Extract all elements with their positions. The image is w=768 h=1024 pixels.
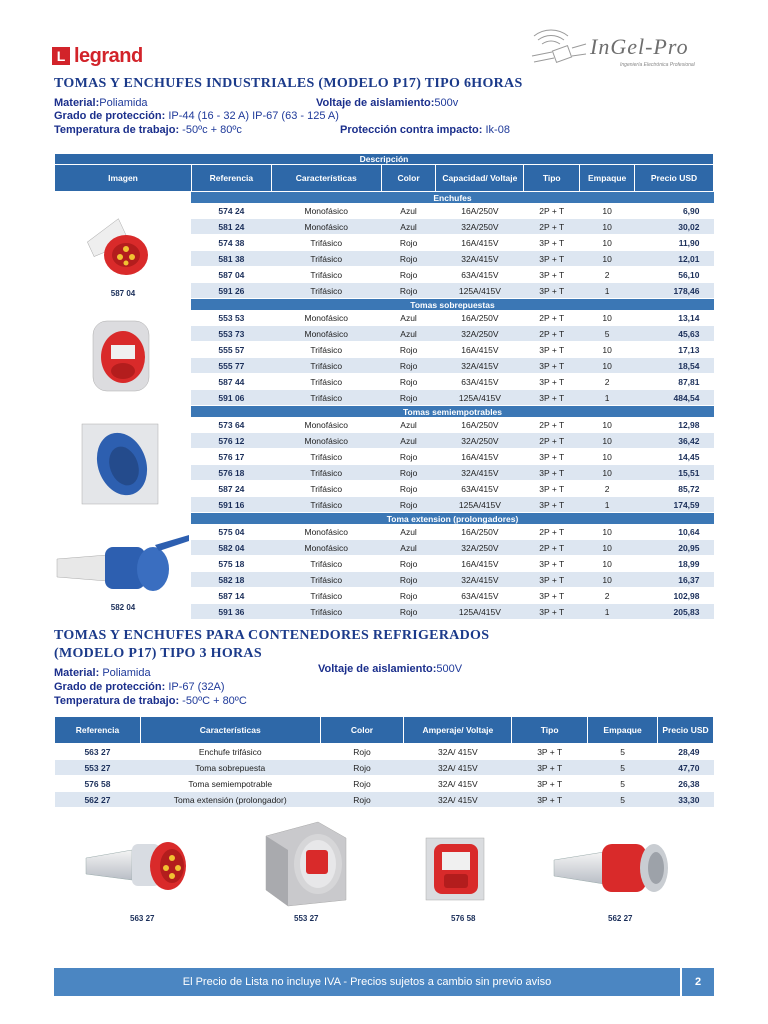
footer-note: El Precio de Lista no incluye IVA - Precios sujetos a cambio sin previo aviso [182, 976, 552, 988]
reference-cell: 576 17 [191, 449, 271, 465]
image-cell-spacer [55, 299, 192, 311]
type-cell: 3P + T [524, 449, 580, 465]
amperage-cell: 32A/ 415V [404, 744, 512, 760]
panel-socket-576-58-image [420, 830, 500, 906]
capacity-cell: 16A/415V [436, 235, 524, 251]
characteristics-cell: Trifásico [271, 267, 381, 283]
type-cell: 3P + T [524, 497, 580, 513]
package-cell: 1 [580, 604, 635, 620]
characteristics-cell: Trifásico [271, 235, 381, 251]
descripcion-header: Descripción [55, 154, 714, 165]
characteristics-cell: Trifásico [271, 251, 381, 267]
reference-cell: 591 06 [191, 390, 271, 406]
column-header: Características [271, 165, 381, 192]
image-cell-spacer [55, 513, 192, 525]
color-cell: Rojo [381, 588, 436, 604]
temperatura-spec-2: Temperatura de trabajo: -50ºC + 80ºC [54, 695, 247, 707]
color-cell: Rojo [381, 556, 436, 572]
ingel-pro-tagline: Ingeniería Electrónica Profesional [620, 62, 695, 68]
package-cell: 5 [588, 760, 658, 776]
characteristics-cell: Trifásico [271, 588, 381, 604]
reference-cell: 587 14 [191, 588, 271, 604]
characteristics-cell: Trifásico [271, 390, 381, 406]
price-cell: 85,72 [635, 481, 714, 497]
capacity-cell: 16A/250V [436, 203, 524, 219]
capacity-cell: 32A/415V [436, 358, 524, 374]
type-cell: 3P + T [512, 760, 588, 776]
characteristics-cell: Trifásico [271, 342, 381, 358]
product-photo [55, 203, 192, 289]
reference-cell: 587 04 [191, 267, 271, 283]
capacity-cell: 16A/415V [436, 342, 524, 358]
price-cell: 33,30 [658, 792, 714, 808]
reference-cell: 576 18 [191, 465, 271, 481]
characteristics-cell: Toma extensión (prolongador) [140, 792, 320, 808]
package-cell: 10 [580, 203, 635, 219]
type-cell: 2P + T [524, 326, 580, 342]
column-header: Empaque [580, 165, 635, 192]
package-cell: 1 [580, 390, 635, 406]
product-image-cell [55, 310, 192, 406]
material-spec: Material:Poliamida [54, 97, 148, 109]
color-cell: Azul [381, 203, 436, 219]
legrand-mark-icon: L [52, 47, 70, 65]
price-cell: 484,54 [635, 390, 714, 406]
color-cell: Azul [381, 417, 436, 433]
package-cell: 10 [580, 556, 635, 572]
reference-cell: 555 77 [191, 358, 271, 374]
image-cell-spacer [55, 406, 192, 418]
capacity-cell: 32A/250V [436, 540, 524, 556]
color-cell: Rojo [381, 390, 436, 406]
price-cell: 6,90 [635, 203, 714, 219]
caption-553-27: 553 27 [294, 914, 319, 923]
color-cell: Rojo [381, 481, 436, 497]
capacity-cell: 32A/415V [436, 572, 524, 588]
price-cell: 15,51 [635, 465, 714, 481]
color-cell: Rojo [320, 744, 404, 760]
group-title: Toma extension (prolongadores) [191, 513, 713, 525]
capacity-cell: 63A/415V [436, 588, 524, 604]
capacity-cell: 125A/415V [436, 283, 524, 299]
type-cell: 3P + T [512, 744, 588, 760]
package-cell: 5 [588, 776, 658, 792]
color-cell: Rojo [381, 267, 436, 283]
price-cell: 20,95 [635, 540, 714, 556]
characteristics-cell: Trifásico [271, 481, 381, 497]
type-cell: 3P + T [524, 283, 580, 299]
package-cell: 10 [580, 235, 635, 251]
type-cell: 2P + T [524, 417, 580, 433]
characteristics-cell: Monofásico [271, 433, 381, 449]
type-cell: 2P + T [524, 310, 580, 326]
characteristics-cell: Monofásico [271, 540, 381, 556]
type-cell: 3P + T [524, 267, 580, 283]
section2-title-line1: TOMAS Y ENCHUFES PARA CONTENEDORES REFRIGERADOS [54, 628, 490, 643]
reference-cell: 587 44 [191, 374, 271, 390]
reference-cell: 555 57 [191, 342, 271, 358]
type-cell: 3P + T [524, 588, 580, 604]
product-photo [55, 418, 192, 512]
section1-title: TOMAS Y ENCHUFES INDUSTRIALES (MODELO P17) TIPO 6HORAS [54, 76, 523, 91]
characteristics-cell: Trifásico [271, 358, 381, 374]
characteristics-cell: Monofásico [271, 203, 381, 219]
capacity-cell: 125A/415V [436, 604, 524, 620]
voltaje-spec: Voltaje de aislamiento:500v [316, 97, 459, 109]
price-cell: 30,02 [635, 219, 714, 235]
color-cell: Rojo [381, 374, 436, 390]
capacity-cell: 16A/250V [436, 310, 524, 326]
price-cell: 18,99 [635, 556, 714, 572]
color-cell: Rojo [381, 604, 436, 620]
column-header: Precio USD [635, 165, 714, 192]
characteristics-cell: Toma semiempotrable [140, 776, 320, 792]
type-cell: 3P + T [524, 235, 580, 251]
product-image-cell [55, 417, 192, 513]
table-row [55, 524, 714, 540]
grado-spec: Grado de protección: IP-44 (16 - 32 A) IP-67 (63 - 125 A) [54, 110, 339, 122]
price-cell: 12,01 [635, 251, 714, 267]
characteristics-cell: Trifásico [271, 283, 381, 299]
type-cell: 3P + T [512, 792, 588, 808]
reference-cell: 587 24 [191, 481, 271, 497]
price-cell: 11,90 [635, 235, 714, 251]
column-header: Color [320, 717, 404, 744]
package-cell: 10 [580, 251, 635, 267]
capacity-cell: 63A/415V [436, 481, 524, 497]
package-cell: 10 [580, 524, 635, 540]
color-cell: Rojo [320, 792, 404, 808]
section2-title-line2: (MODELO P17) TIPO 3 HORAS [54, 646, 262, 661]
characteristics-cell: Monofásico [271, 310, 381, 326]
reference-cell: 562 27 [55, 792, 141, 808]
package-cell: 5 [580, 326, 635, 342]
color-cell: Rojo [320, 776, 404, 792]
product-image-caption: 582 04 [110, 603, 136, 612]
type-cell: 3P + T [524, 604, 580, 620]
extension-562-27-image [550, 826, 674, 906]
characteristics-cell: Monofásico [271, 326, 381, 342]
capacity-cell: 16A/250V [436, 524, 524, 540]
table-row [55, 203, 714, 219]
price-cell: 87,81 [635, 374, 714, 390]
table-row [55, 417, 714, 433]
price-cell: 45,63 [635, 326, 714, 342]
color-cell: Azul [381, 433, 436, 449]
product-photo [55, 531, 192, 603]
characteristics-cell: Monofásico [271, 417, 381, 433]
table-row [55, 792, 714, 808]
package-cell: 1 [580, 497, 635, 513]
reference-cell: 581 24 [191, 219, 271, 235]
impacto-spec: Protección contra impacto: Ik-08 [340, 124, 510, 136]
type-cell: 3P + T [524, 481, 580, 497]
group-title: Tomas sobrepuestas [191, 299, 713, 311]
price-cell: 102,98 [635, 588, 714, 604]
group-header-row [55, 192, 714, 204]
type-cell: 3P + T [524, 342, 580, 358]
ingel-pro-wordmark: InGel-Pro [590, 34, 689, 59]
package-cell: 5 [588, 744, 658, 760]
type-cell: 3P + T [524, 374, 580, 390]
package-cell: 5 [588, 792, 658, 808]
column-header: Tipo [524, 165, 580, 192]
color-cell: Azul [381, 524, 436, 540]
price-cell: 17,13 [635, 342, 714, 358]
capacity-cell: 125A/415V [436, 390, 524, 406]
material-spec-2: Material: Poliamida [54, 667, 151, 679]
group-title: Tomas semiempotrables [191, 406, 713, 418]
product-image-caption: 587 04 [110, 289, 136, 298]
column-header: Tipo [512, 717, 588, 744]
package-cell: 10 [580, 449, 635, 465]
capacity-cell: 16A/250V [436, 417, 524, 433]
type-cell: 2P + T [524, 219, 580, 235]
column-header: Imagen [55, 165, 192, 192]
surface-socket-553-27-image [258, 816, 354, 908]
price-cell: 28,49 [658, 744, 714, 760]
package-cell: 10 [580, 572, 635, 588]
characteristics-cell: Trifásico [271, 604, 381, 620]
product-image-cell [55, 203, 192, 299]
characteristics-cell: Trifásico [271, 449, 381, 465]
type-cell: 3P + T [524, 572, 580, 588]
characteristics-cell: Trifásico [271, 465, 381, 481]
type-cell: 3P + T [524, 251, 580, 267]
color-cell: Rojo [381, 251, 436, 267]
legrand-wordmark: legrand [74, 44, 143, 67]
type-cell: 3P + T [524, 465, 580, 481]
reference-cell: 575 18 [191, 556, 271, 572]
caption-563-27: 563 27 [130, 914, 155, 923]
image-cell-spacer [55, 192, 192, 204]
table-row [55, 744, 714, 760]
package-cell: 10 [580, 219, 635, 235]
package-cell: 10 [580, 433, 635, 449]
ingel-pro-logo [528, 26, 714, 72]
product-table-industrial [54, 153, 714, 620]
type-cell: 3P + T [524, 556, 580, 572]
group-header-row [55, 299, 714, 311]
column-header: Color [381, 165, 436, 192]
grado-spec-2: Grado de protección: IP-67 (32A) [54, 681, 225, 693]
column-header: Amperaje/ Voltaje [404, 717, 512, 744]
color-cell: Rojo [381, 465, 436, 481]
reference-cell: 573 64 [191, 417, 271, 433]
capacity-cell: 32A/415V [436, 251, 524, 267]
price-cell: 47,70 [658, 760, 714, 776]
column-header: Referencia [55, 717, 141, 744]
capacity-cell: 63A/415V [436, 267, 524, 283]
price-cell: 16,37 [635, 572, 714, 588]
capacity-cell: 32A/250V [436, 219, 524, 235]
color-cell: Azul [381, 219, 436, 235]
amperage-cell: 32A/ 415V [404, 792, 512, 808]
table-row [55, 760, 714, 776]
product-image-cell [55, 524, 192, 620]
column-header: Características [140, 717, 320, 744]
reference-cell: 591 16 [191, 497, 271, 513]
price-cell: 178,46 [635, 283, 714, 299]
package-cell: 2 [580, 588, 635, 604]
capacity-cell: 125A/415V [436, 497, 524, 513]
price-cell: 13,14 [635, 310, 714, 326]
reference-cell: 591 26 [191, 283, 271, 299]
type-cell: 3P + T [512, 776, 588, 792]
characteristics-cell: Enchufe trifásico [140, 744, 320, 760]
type-cell: 3P + T [524, 358, 580, 374]
plug-563-27-image [82, 822, 202, 902]
package-cell: 2 [580, 374, 635, 390]
footer-bar [54, 968, 714, 996]
characteristics-cell: Trifásico [271, 497, 381, 513]
characteristics-cell: Monofásico [271, 524, 381, 540]
color-cell: Rojo [381, 358, 436, 374]
package-cell: 10 [580, 342, 635, 358]
price-cell: 26,38 [658, 776, 714, 792]
reference-cell: 591 36 [191, 604, 271, 620]
characteristics-cell: Monofásico [271, 219, 381, 235]
reference-cell: 581 38 [191, 251, 271, 267]
characteristics-cell: Trifásico [271, 556, 381, 572]
reference-cell: 574 38 [191, 235, 271, 251]
group-title: Enchufes [191, 192, 713, 204]
column-header: Empaque [588, 717, 658, 744]
capacity-cell: 16A/415V [436, 449, 524, 465]
color-cell: Rojo [381, 342, 436, 358]
circuit-chip-icon [528, 26, 588, 70]
capacity-cell: 32A/250V [436, 433, 524, 449]
reference-cell: 582 18 [191, 572, 271, 588]
capacity-cell: 32A/415V [436, 465, 524, 481]
color-cell: Rojo [381, 497, 436, 513]
product-table-refrigerated [54, 716, 714, 808]
reference-cell: 576 12 [191, 433, 271, 449]
amperage-cell: 32A/ 415V [404, 776, 512, 792]
characteristics-cell: Trifásico [271, 572, 381, 588]
type-cell: 3P + T [524, 390, 580, 406]
type-cell: 2P + T [524, 524, 580, 540]
capacity-cell: 32A/250V [436, 326, 524, 342]
type-cell: 2P + T [524, 203, 580, 219]
page-number: 2 [680, 968, 714, 996]
characteristics-cell: Toma sobrepuesta [140, 760, 320, 776]
group-header-row [55, 406, 714, 418]
color-cell: Rojo [381, 235, 436, 251]
column-header: Referencia [191, 165, 271, 192]
caption-562-27: 562 27 [608, 914, 633, 923]
price-cell: 205,83 [635, 604, 714, 620]
color-cell: Azul [381, 310, 436, 326]
table-row [55, 776, 714, 792]
price-cell: 174,59 [635, 497, 714, 513]
column-header: Capacidad/ Voltaje [436, 165, 524, 192]
reference-cell: 576 58 [55, 776, 141, 792]
voltaje-spec-2: Voltaje de aislamiento:500V [318, 663, 463, 675]
price-cell: 10,64 [635, 524, 714, 540]
package-cell: 10 [580, 358, 635, 374]
reference-cell: 553 27 [55, 760, 141, 776]
package-cell: 2 [580, 267, 635, 283]
table-row [55, 310, 714, 326]
package-cell: 2 [580, 481, 635, 497]
price-cell: 36,42 [635, 433, 714, 449]
price-cell: 56,10 [635, 267, 714, 283]
type-cell: 2P + T [524, 540, 580, 556]
price-cell: 14,45 [635, 449, 714, 465]
reference-cell: 563 27 [55, 744, 141, 760]
capacity-cell: 16A/415V [436, 556, 524, 572]
column-header: Precio USD [658, 717, 714, 744]
reference-cell: 574 24 [191, 203, 271, 219]
color-cell: Rojo [320, 760, 404, 776]
price-cell: 12,98 [635, 417, 714, 433]
legrand-logo [52, 45, 143, 67]
characteristics-cell: Trifásico [271, 374, 381, 390]
type-cell: 2P + T [524, 433, 580, 449]
package-cell: 1 [580, 283, 635, 299]
price-cell: 18,54 [635, 358, 714, 374]
package-cell: 10 [580, 310, 635, 326]
color-cell: Azul [381, 540, 436, 556]
temperatura-spec: Temperatura de trabajo: -50ºc + 80ºc [54, 124, 242, 136]
reference-cell: 582 04 [191, 540, 271, 556]
reference-cell: 553 73 [191, 326, 271, 342]
amperage-cell: 32A/ 415V [404, 760, 512, 776]
color-cell: Azul [381, 326, 436, 342]
package-cell: 10 [580, 417, 635, 433]
color-cell: Rojo [381, 283, 436, 299]
group-header-row [55, 513, 714, 525]
caption-576-58: 576 58 [451, 914, 476, 923]
reference-cell: 553 53 [191, 310, 271, 326]
package-cell: 10 [580, 465, 635, 481]
color-cell: Rojo [381, 449, 436, 465]
package-cell: 10 [580, 540, 635, 556]
product-photo [55, 315, 192, 401]
capacity-cell: 63A/415V [436, 374, 524, 390]
color-cell: Rojo [381, 572, 436, 588]
reference-cell: 575 04 [191, 524, 271, 540]
